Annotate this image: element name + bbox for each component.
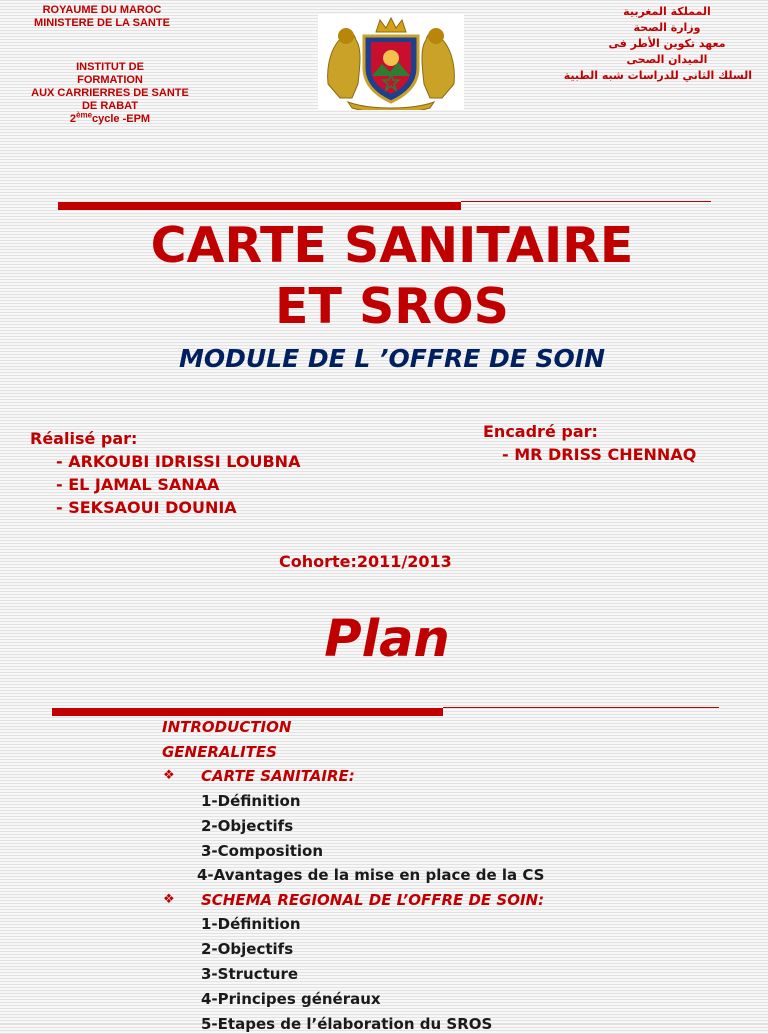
realise-label: Réalisé par: bbox=[30, 429, 138, 448]
plan-sros: SCHEMA REGIONAL DE L’OFFRE DE SOIN: bbox=[201, 891, 545, 909]
arabic-line-3: معهد تكوين الأطر فى bbox=[608, 37, 726, 50]
plan-cs-item-4: 4-Avantages de la mise en place de la CS bbox=[197, 866, 545, 884]
realise-block bbox=[30, 427, 300, 519]
title-rule-thick bbox=[58, 202, 461, 210]
plan-cs-item-3: 3-Composition bbox=[201, 842, 324, 860]
realise-name-2: - EL JAMAL SANAA bbox=[56, 475, 220, 494]
realise-name-3: - SEKSAOUI DOUNIA bbox=[56, 498, 237, 517]
arabic-line-2: وزارة الصحة bbox=[633, 21, 701, 34]
encadre-label: Encadré par: bbox=[483, 422, 598, 441]
plan-carte-sanitaire: CARTE SANITAIRE: bbox=[201, 767, 355, 785]
coat-of-arms-icon bbox=[318, 14, 464, 110]
plan-cs-item-2: 2-Objectifs bbox=[201, 817, 294, 835]
subtitle: MODULE DE L ’OFFRE DE SOIN bbox=[178, 344, 605, 373]
cycle-text: cycle -EPM bbox=[92, 113, 151, 125]
header-right-arabic bbox=[552, 4, 752, 84]
cycle-number: 2 bbox=[69, 113, 76, 125]
institute-block bbox=[10, 61, 210, 126]
encadre-name: - MR DRISS CHENNAQ bbox=[502, 445, 697, 464]
plan-sros-item-2: 2-Objectifs bbox=[201, 940, 294, 958]
plan-title: Plan bbox=[324, 610, 450, 669]
encadre-block bbox=[483, 420, 696, 466]
plan-rule-thick bbox=[52, 708, 443, 716]
diamond-bullet-icon: ❖ bbox=[163, 892, 175, 907]
institute-line-3: AUX CARRIERRES DE SANTE bbox=[31, 87, 189, 99]
kingdom-label: ROYAUME DU MAROC bbox=[42, 4, 162, 16]
arabic-line-4: الميدان الصحى bbox=[626, 53, 708, 66]
cohorte-label: Cohorte:2011/2013 bbox=[279, 552, 452, 571]
arabic-line-5: السلك الثاني للدراسات شبه الطبية bbox=[563, 69, 752, 82]
plan-sros-item-1: 1-Définition bbox=[201, 915, 301, 933]
institute-line-2: FORMATION bbox=[77, 74, 143, 86]
institute-line-4: DE RABAT bbox=[81, 100, 138, 112]
diamond-bullet-icon: ❖ bbox=[163, 768, 175, 783]
plan-sros-item-4: 4-Principes généraux bbox=[201, 990, 381, 1008]
plan-sros-item-5: 5-Etapes de l’élaboration du SROS bbox=[201, 1015, 493, 1033]
header-left bbox=[12, 4, 192, 30]
institute-line-1: INSTITUT DE bbox=[76, 61, 144, 73]
ministry-label: MINISTERE DE LA SANTE bbox=[34, 17, 170, 29]
plan-generalites: GENERALITES bbox=[162, 743, 277, 761]
main-title-line-1: CARTE SANITAIRE bbox=[150, 217, 634, 274]
plan-rule-thin bbox=[443, 707, 719, 708]
plan-introduction: INTRODUCTION bbox=[162, 718, 292, 736]
plan-sros-item-3: 3-Structure bbox=[201, 965, 299, 983]
main-title-line-2: ET SROS bbox=[275, 278, 509, 335]
arabic-line-1: المملكة المغربية bbox=[623, 5, 711, 18]
cycle-superscript: ème bbox=[76, 110, 93, 120]
cycle-label bbox=[10, 110, 210, 126]
realise-name-1: - ARKOUBI IDRISSI LOUBNA bbox=[56, 452, 301, 471]
plan-cs-item-1: 1-Définition bbox=[201, 792, 301, 810]
title-rule-thin bbox=[461, 201, 711, 202]
